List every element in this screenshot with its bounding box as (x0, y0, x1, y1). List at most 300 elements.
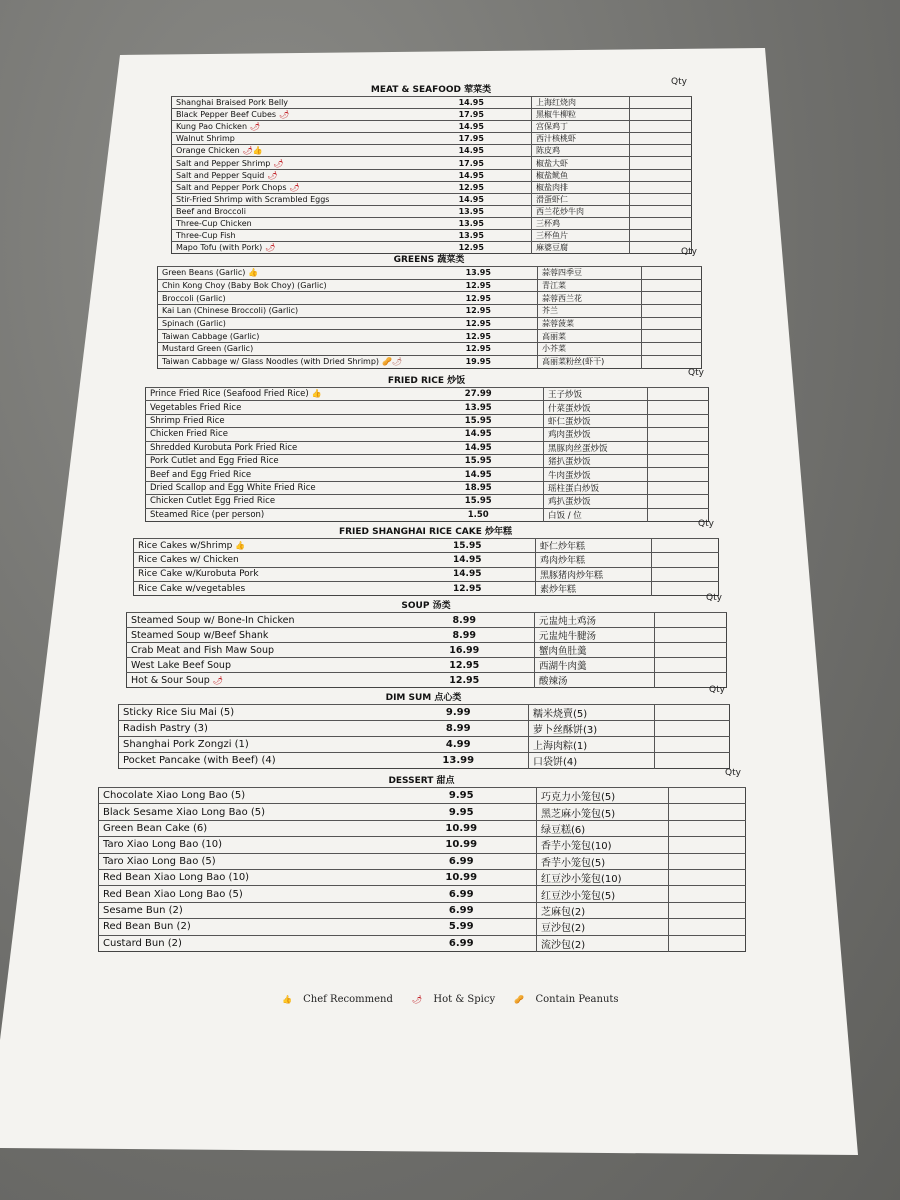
item-chinese-name: 黑椒牛柳粒 (532, 109, 630, 121)
menu-row (99, 853, 746, 869)
item-name (146, 388, 414, 401)
item-name (146, 428, 414, 441)
item-name (146, 401, 414, 414)
item-price: 6.99 (387, 853, 537, 869)
item-name (146, 495, 414, 508)
item-name-text: Chocolate Xiao Long Bao (5) (103, 790, 246, 802)
item-name (99, 837, 387, 853)
qty-cell[interactable] (669, 853, 746, 869)
legend-peanut: 🥜 Contain Peanuts (514, 994, 619, 1005)
item-chinese-name: 酸辣汤 (535, 673, 655, 688)
item-name (146, 414, 414, 427)
item-name (172, 145, 412, 157)
item-price: 10.99 (387, 869, 537, 885)
qty-cell[interactable] (630, 121, 692, 133)
item-chinese-name: 素炒年糕 (536, 581, 652, 595)
item-name-text: Steamed Rice (per person) (150, 509, 265, 520)
qty-cell[interactable] (648, 454, 709, 467)
item-name (172, 97, 412, 109)
item-price: 15.95 (414, 495, 544, 508)
item-chinese-name: 口袋饼(4) (529, 753, 655, 769)
item-name-text: Hot & Sour Soup (131, 674, 210, 686)
item-name (146, 468, 414, 481)
item-name-text: Red Bean Bun (2) (103, 921, 191, 933)
qty-cell[interactable] (655, 658, 727, 673)
qty-cell[interactable] (648, 481, 709, 494)
item-chinese-name: 蟹肉鱼肚羹 (535, 643, 655, 658)
item-name-text: Black Pepper Beef Cubes (176, 110, 277, 120)
item-mark-icon: 🌶 (265, 243, 276, 253)
menu-row (172, 109, 692, 121)
item-price: 9.95 (387, 804, 537, 820)
item-chinese-name: 鸡扒蛋炒饭 (544, 495, 648, 508)
menu-table (126, 612, 727, 688)
item-name (172, 193, 412, 205)
menu-table (98, 787, 746, 952)
item-mark-icon: 👍 (248, 268, 259, 278)
qty-header: Qty (671, 77, 687, 87)
section-header (118, 685, 729, 704)
item-chinese-name: 芝麻包(2) (537, 902, 669, 918)
section-title: DIM SUM 点心类 (385, 693, 462, 703)
menu-row (172, 169, 692, 181)
qty-cell[interactable] (655, 643, 727, 658)
item-name-text: Rice Cakes w/Shrimp (138, 540, 233, 551)
qty-cell[interactable] (655, 737, 730, 753)
item-name (99, 804, 387, 820)
item-name-text: Taiwan Cabbage (Garlic) (162, 331, 260, 341)
item-name (172, 205, 412, 217)
section-title: GREENS 蔬菜类 (393, 255, 465, 265)
item-chinese-name: 陈皮鸡 (532, 145, 630, 157)
item-price: 6.99 (387, 935, 537, 951)
section-title: FRIED SHANGHAI RICE CAKE 炒年糕 (338, 527, 513, 537)
item-name-text: Chin Kong Choy (Baby Bok Choy) (Garlic) (162, 281, 327, 291)
qty-cell[interactable] (630, 169, 692, 181)
qty-cell[interactable] (630, 133, 692, 145)
menu-row (99, 837, 746, 853)
qty-cell[interactable] (648, 441, 709, 454)
qty-cell[interactable] (655, 705, 730, 721)
item-price: 6.99 (387, 886, 537, 902)
item-name-text: Radish Pastry (3) (123, 723, 208, 734)
item-mark-icon: 🥜🌶 (382, 357, 403, 367)
menu-row (127, 613, 727, 628)
item-price: 15.95 (414, 454, 544, 467)
item-name-text: Dried Scallop and Egg White Fried Rice (150, 482, 316, 493)
item-mark-icon: 🌶 (289, 182, 300, 192)
menu-row (172, 205, 692, 217)
menu-row (146, 414, 709, 427)
item-name-text: Shredded Kurobuta Pork Fried Rice (150, 442, 298, 453)
qty-header: Qty (698, 519, 714, 529)
menu-row (172, 157, 692, 169)
section-header (98, 768, 745, 787)
qty-cell[interactable] (652, 567, 719, 581)
item-price: 1.50 (414, 508, 544, 521)
item-chinese-name: 黑豚肉丝蛋炒饭 (544, 441, 648, 454)
item-name (158, 292, 420, 305)
item-name (158, 330, 420, 343)
menu-row (158, 317, 702, 330)
item-name-text: Taro Xiao Long Bao (10) (103, 839, 223, 851)
item-price: 9.95 (387, 788, 537, 804)
item-name-text: Rice Cake w/vegetables (138, 583, 246, 594)
item-chinese-name: 白饭 / 位 (544, 508, 648, 521)
item-price: 17.95 (412, 133, 532, 145)
item-chinese-name: 麻婆豆腐 (532, 242, 630, 254)
qty-cell[interactable] (642, 279, 702, 292)
item-name (119, 705, 389, 721)
item-name-text: Stir-Fried Shrimp with Scrambled Eggs (176, 194, 330, 204)
item-price: 13.95 (412, 230, 532, 242)
qty-cell[interactable] (630, 193, 692, 205)
chili-icon: 🌶 (412, 995, 423, 1004)
item-name (99, 788, 387, 804)
section-title: SOUP 汤类 (401, 601, 451, 611)
item-price: 14.95 (412, 193, 532, 205)
item-chinese-name: 香芋小笼包(10) (537, 837, 669, 853)
item-chinese-name: 上海肉粽(1) (529, 737, 655, 753)
item-price: 12.95 (412, 181, 532, 193)
qty-cell[interactable] (652, 553, 719, 567)
item-name-text: Shrimp Fried Rice (150, 415, 225, 426)
menu-row (146, 508, 709, 521)
item-mark-icon: 👍 (311, 389, 322, 399)
qty-header: Qty (688, 368, 704, 378)
menu-row (158, 343, 702, 356)
item-name-text: West Lake Beef Soup (131, 659, 231, 671)
item-chinese-name: 牛肉蛋炒饭 (544, 468, 648, 481)
item-name-text: Broccoli (Garlic) (162, 293, 226, 303)
item-price: 16.99 (395, 643, 535, 658)
item-name (119, 721, 389, 737)
item-name (134, 567, 400, 581)
menu-row (99, 886, 746, 902)
item-price: 15.95 (414, 414, 544, 427)
item-name (172, 217, 412, 229)
item-price: 13.95 (412, 205, 532, 217)
menu-table (157, 266, 702, 369)
item-price: 14.95 (412, 145, 532, 157)
item-name (127, 628, 395, 643)
item-name (158, 317, 420, 330)
menu-row (172, 217, 692, 229)
item-price: 6.99 (387, 902, 537, 918)
item-name (158, 343, 420, 356)
qty-cell[interactable] (655, 613, 727, 628)
qty-cell[interactable] (648, 495, 709, 508)
item-chinese-name: 什菜蛋炒饭 (544, 401, 648, 414)
qty-cell[interactable] (630, 109, 692, 121)
menu-row (158, 355, 702, 368)
menu-row (146, 481, 709, 494)
menu-row (127, 628, 727, 643)
item-name (127, 658, 395, 673)
item-chinese-name: 王子炒饭 (544, 388, 648, 401)
item-price: 14.95 (400, 567, 536, 581)
item-chinese-name: 青江菜 (538, 279, 642, 292)
menu-section (133, 519, 718, 596)
item-name (99, 820, 387, 836)
menu-row (146, 454, 709, 467)
qty-header: Qty (725, 768, 741, 778)
item-name (134, 539, 400, 553)
item-name (127, 613, 395, 628)
item-price: 14.95 (412, 121, 532, 133)
qty-cell[interactable] (630, 181, 692, 193)
qty-cell[interactable] (642, 317, 702, 330)
item-name-text: Mapo Tofu (with Pork) (176, 243, 263, 253)
item-name-text: Beef and Broccoli (176, 206, 246, 216)
item-name-text: Orange Chicken (176, 146, 240, 156)
item-name (134, 581, 400, 595)
menu-row (134, 553, 719, 567)
item-chinese-name: 鸡肉炒年糕 (536, 553, 652, 567)
item-price: 14.95 (412, 97, 532, 109)
item-chinese-name: 豆沙包(2) (537, 919, 669, 935)
menu-table (145, 387, 709, 522)
item-price: 12.95 (420, 330, 538, 343)
item-name-text: Steamed Soup w/ Bone-In Chicken (131, 614, 295, 626)
menu-row (146, 388, 709, 401)
item-name-text: Three-Cup Chicken (176, 218, 252, 228)
item-mark-icon: 🌶 (279, 110, 290, 120)
item-name-text: Mustard Green (Garlic) (162, 344, 254, 354)
item-name (172, 169, 412, 181)
menu-row (158, 305, 702, 318)
item-price: 13.95 (420, 267, 538, 280)
item-price: 5.99 (387, 919, 537, 935)
item-mark-icon: 🌶👍 (242, 146, 263, 156)
item-name-text: Sesame Bun (2) (103, 904, 183, 916)
menu-row (172, 145, 692, 157)
item-chinese-name: 红豆沙小笼包(5) (537, 886, 669, 902)
qty-cell[interactable] (648, 414, 709, 427)
item-name-text: Prince Fried Rice (Seafood Fried Rice) (150, 389, 309, 400)
item-mark-icon: 🌶 (273, 158, 284, 168)
item-mark-icon: 👍 (235, 540, 246, 550)
thumbs-up-icon: 👍 (282, 995, 292, 1004)
item-chinese-name: 鸡肉蛋炒饭 (544, 428, 648, 441)
item-price: 14.95 (414, 468, 544, 481)
item-chinese-name: 三杯鱼片 (532, 230, 630, 242)
item-chinese-name: 高丽菜 (538, 330, 642, 343)
item-name-text: Sticky Rice Siu Mai (5) (123, 707, 235, 718)
menu-table (171, 96, 692, 254)
item-name-text: Shanghai Pork Zongzi (1) (123, 739, 249, 750)
qty-cell[interactable] (669, 820, 746, 836)
item-name-text: Red Bean Xiao Long Bao (10) (103, 872, 250, 884)
section-header (133, 519, 718, 538)
item-chinese-name: 绿豆糕(6) (537, 820, 669, 836)
menu-row (146, 441, 709, 454)
menu-row (134, 567, 719, 581)
menu-section (126, 593, 726, 688)
item-chinese-name: 芥兰 (538, 305, 642, 318)
qty-cell[interactable] (652, 539, 719, 553)
item-price: 14.95 (412, 169, 532, 181)
qty-cell[interactable] (669, 902, 746, 918)
item-price: 13.95 (414, 401, 544, 414)
menu-row (119, 721, 730, 737)
item-chinese-name: 蒜蓉菠菜 (538, 317, 642, 330)
qty-cell[interactable] (630, 230, 692, 242)
item-name (172, 181, 412, 193)
item-name-text: Rice Cake w/Kurobuta Pork (138, 569, 259, 580)
menu-row (146, 401, 709, 414)
item-chinese-name: 三杯鸡 (532, 217, 630, 229)
menu-row (119, 705, 730, 721)
menu-row (99, 919, 746, 935)
section-header (171, 77, 691, 96)
menu-row (172, 181, 692, 193)
item-name-text: Taro Xiao Long Bao (5) (103, 855, 216, 867)
item-name-text: Salt and Pepper Squid (176, 170, 265, 180)
qty-cell[interactable] (648, 401, 709, 414)
qty-cell[interactable] (630, 157, 692, 169)
item-price: 18.95 (414, 481, 544, 494)
item-name-text: Spinach (Garlic) (162, 319, 226, 329)
menu-row (134, 539, 719, 553)
item-price: 12.95 (420, 305, 538, 318)
item-name (146, 481, 414, 494)
qty-cell[interactable] (642, 292, 702, 305)
item-chinese-name: 高丽菜粉丝(虾干) (538, 355, 642, 368)
item-chinese-name: 猪扒蛋炒饭 (544, 454, 648, 467)
item-name (172, 157, 412, 169)
menu-table (133, 538, 719, 596)
item-price: 13.95 (412, 217, 532, 229)
menu-row (99, 804, 746, 820)
item-price: 8.99 (395, 628, 535, 643)
item-name-text: Walnut Shrimp (176, 134, 235, 144)
item-price: 17.95 (412, 157, 532, 169)
item-name (119, 753, 389, 769)
item-chinese-name: 巧克力小笼包(5) (537, 788, 669, 804)
qty-cell[interactable] (642, 305, 702, 318)
qty-cell[interactable] (648, 468, 709, 481)
item-chinese-name: 萝卜丝酥饼(3) (529, 721, 655, 737)
item-mark-icon: 🌶 (212, 675, 223, 685)
legend-spicy: 🌶 Hot & Spicy (412, 994, 496, 1005)
item-price: 13.99 (389, 753, 529, 769)
qty-cell[interactable] (630, 205, 692, 217)
qty-cell[interactable] (669, 804, 746, 820)
item-name-text: Chicken Cutlet Egg Fried Rice (150, 496, 276, 507)
menu-section (171, 77, 691, 254)
item-name-text: Custard Bun (2) (103, 937, 182, 949)
qty-cell[interactable] (669, 886, 746, 902)
item-name-text: Green Bean Cake (6) (103, 822, 208, 834)
menu-row (172, 121, 692, 133)
qty-header: Qty (709, 685, 725, 695)
qty-cell[interactable] (669, 837, 746, 853)
item-price: 27.99 (414, 388, 544, 401)
item-price: 4.99 (389, 737, 529, 753)
item-price: 14.95 (400, 553, 536, 567)
item-price: 8.99 (389, 721, 529, 737)
menu-row (99, 935, 746, 951)
item-chinese-name: 黑芝麻小笼包(5) (537, 804, 669, 820)
qty-cell[interactable] (642, 267, 702, 280)
qty-cell[interactable] (642, 355, 702, 368)
qty-cell[interactable] (630, 217, 692, 229)
menu-row (99, 788, 746, 804)
section-header (126, 593, 726, 612)
item-name-text: Crab Meat and Fish Maw Soup (131, 644, 275, 656)
qty-cell[interactable] (642, 330, 702, 343)
qty-cell[interactable] (630, 145, 692, 157)
item-chinese-name: 蒜蓉西兰花 (538, 292, 642, 305)
qty-cell[interactable] (669, 788, 746, 804)
qty-cell[interactable] (648, 428, 709, 441)
item-name-text: Rice Cakes w/ Chicken (138, 554, 239, 565)
item-chinese-name: 宫保鸡丁 (532, 121, 630, 133)
item-name (158, 267, 420, 280)
item-price: 14.95 (414, 441, 544, 454)
item-price: 10.99 (387, 837, 537, 853)
legend-chef: 👍 Chef Recommend (282, 994, 393, 1005)
qty-cell[interactable] (655, 721, 730, 737)
item-price: 19.95 (420, 355, 538, 368)
item-name-text: Three-Cup Fish (176, 231, 236, 241)
qty-cell[interactable] (630, 97, 692, 109)
item-name (172, 121, 412, 133)
qty-cell[interactable] (669, 935, 746, 951)
menu-table (118, 704, 730, 769)
item-name (134, 553, 400, 567)
item-name-text: Salt and Pepper Pork Chops (176, 182, 287, 192)
item-price: 12.95 (420, 279, 538, 292)
qty-cell[interactable] (655, 753, 730, 769)
item-chinese-name: 元盅炖牛腱汤 (535, 628, 655, 643)
item-name (99, 869, 387, 885)
menu-row (146, 468, 709, 481)
item-name-text: Taiwan Cabbage w/ Glass Noodles (with Dried Shrimp) (162, 357, 380, 367)
qty-cell[interactable] (642, 343, 702, 356)
menu-row (99, 902, 746, 918)
item-name-text: Black Sesame Xiao Long Bao (5) (103, 806, 266, 818)
legend (282, 994, 635, 1005)
item-chinese-name: 虾仁蛋炒饭 (544, 414, 648, 427)
item-name (99, 935, 387, 951)
section-title: DESSERT 甜点 (388, 776, 455, 786)
qty-cell[interactable] (669, 869, 746, 885)
item-name (172, 109, 412, 121)
item-name (99, 902, 387, 918)
menu-row (119, 737, 730, 753)
qty-cell[interactable] (655, 628, 727, 643)
item-chinese-name: 流沙包(2) (537, 935, 669, 951)
item-chinese-name: 西汁核桃虾 (532, 133, 630, 145)
item-chinese-name: 滑蛋虾仁 (532, 193, 630, 205)
item-name (146, 454, 414, 467)
qty-cell[interactable] (648, 388, 709, 401)
menu-row (172, 193, 692, 205)
qty-cell[interactable] (669, 919, 746, 935)
item-name (127, 643, 395, 658)
item-name (158, 355, 420, 368)
menu-row (127, 673, 727, 688)
item-name-text: Vegetables Fried Rice (150, 402, 242, 413)
item-price: 9.99 (389, 705, 529, 721)
item-chinese-name: 红豆沙小笼包(10) (537, 869, 669, 885)
qty-header: Qty (681, 247, 697, 257)
item-chinese-name: 椒盐肉排 (532, 181, 630, 193)
item-name (172, 230, 412, 242)
menu-row (172, 133, 692, 145)
